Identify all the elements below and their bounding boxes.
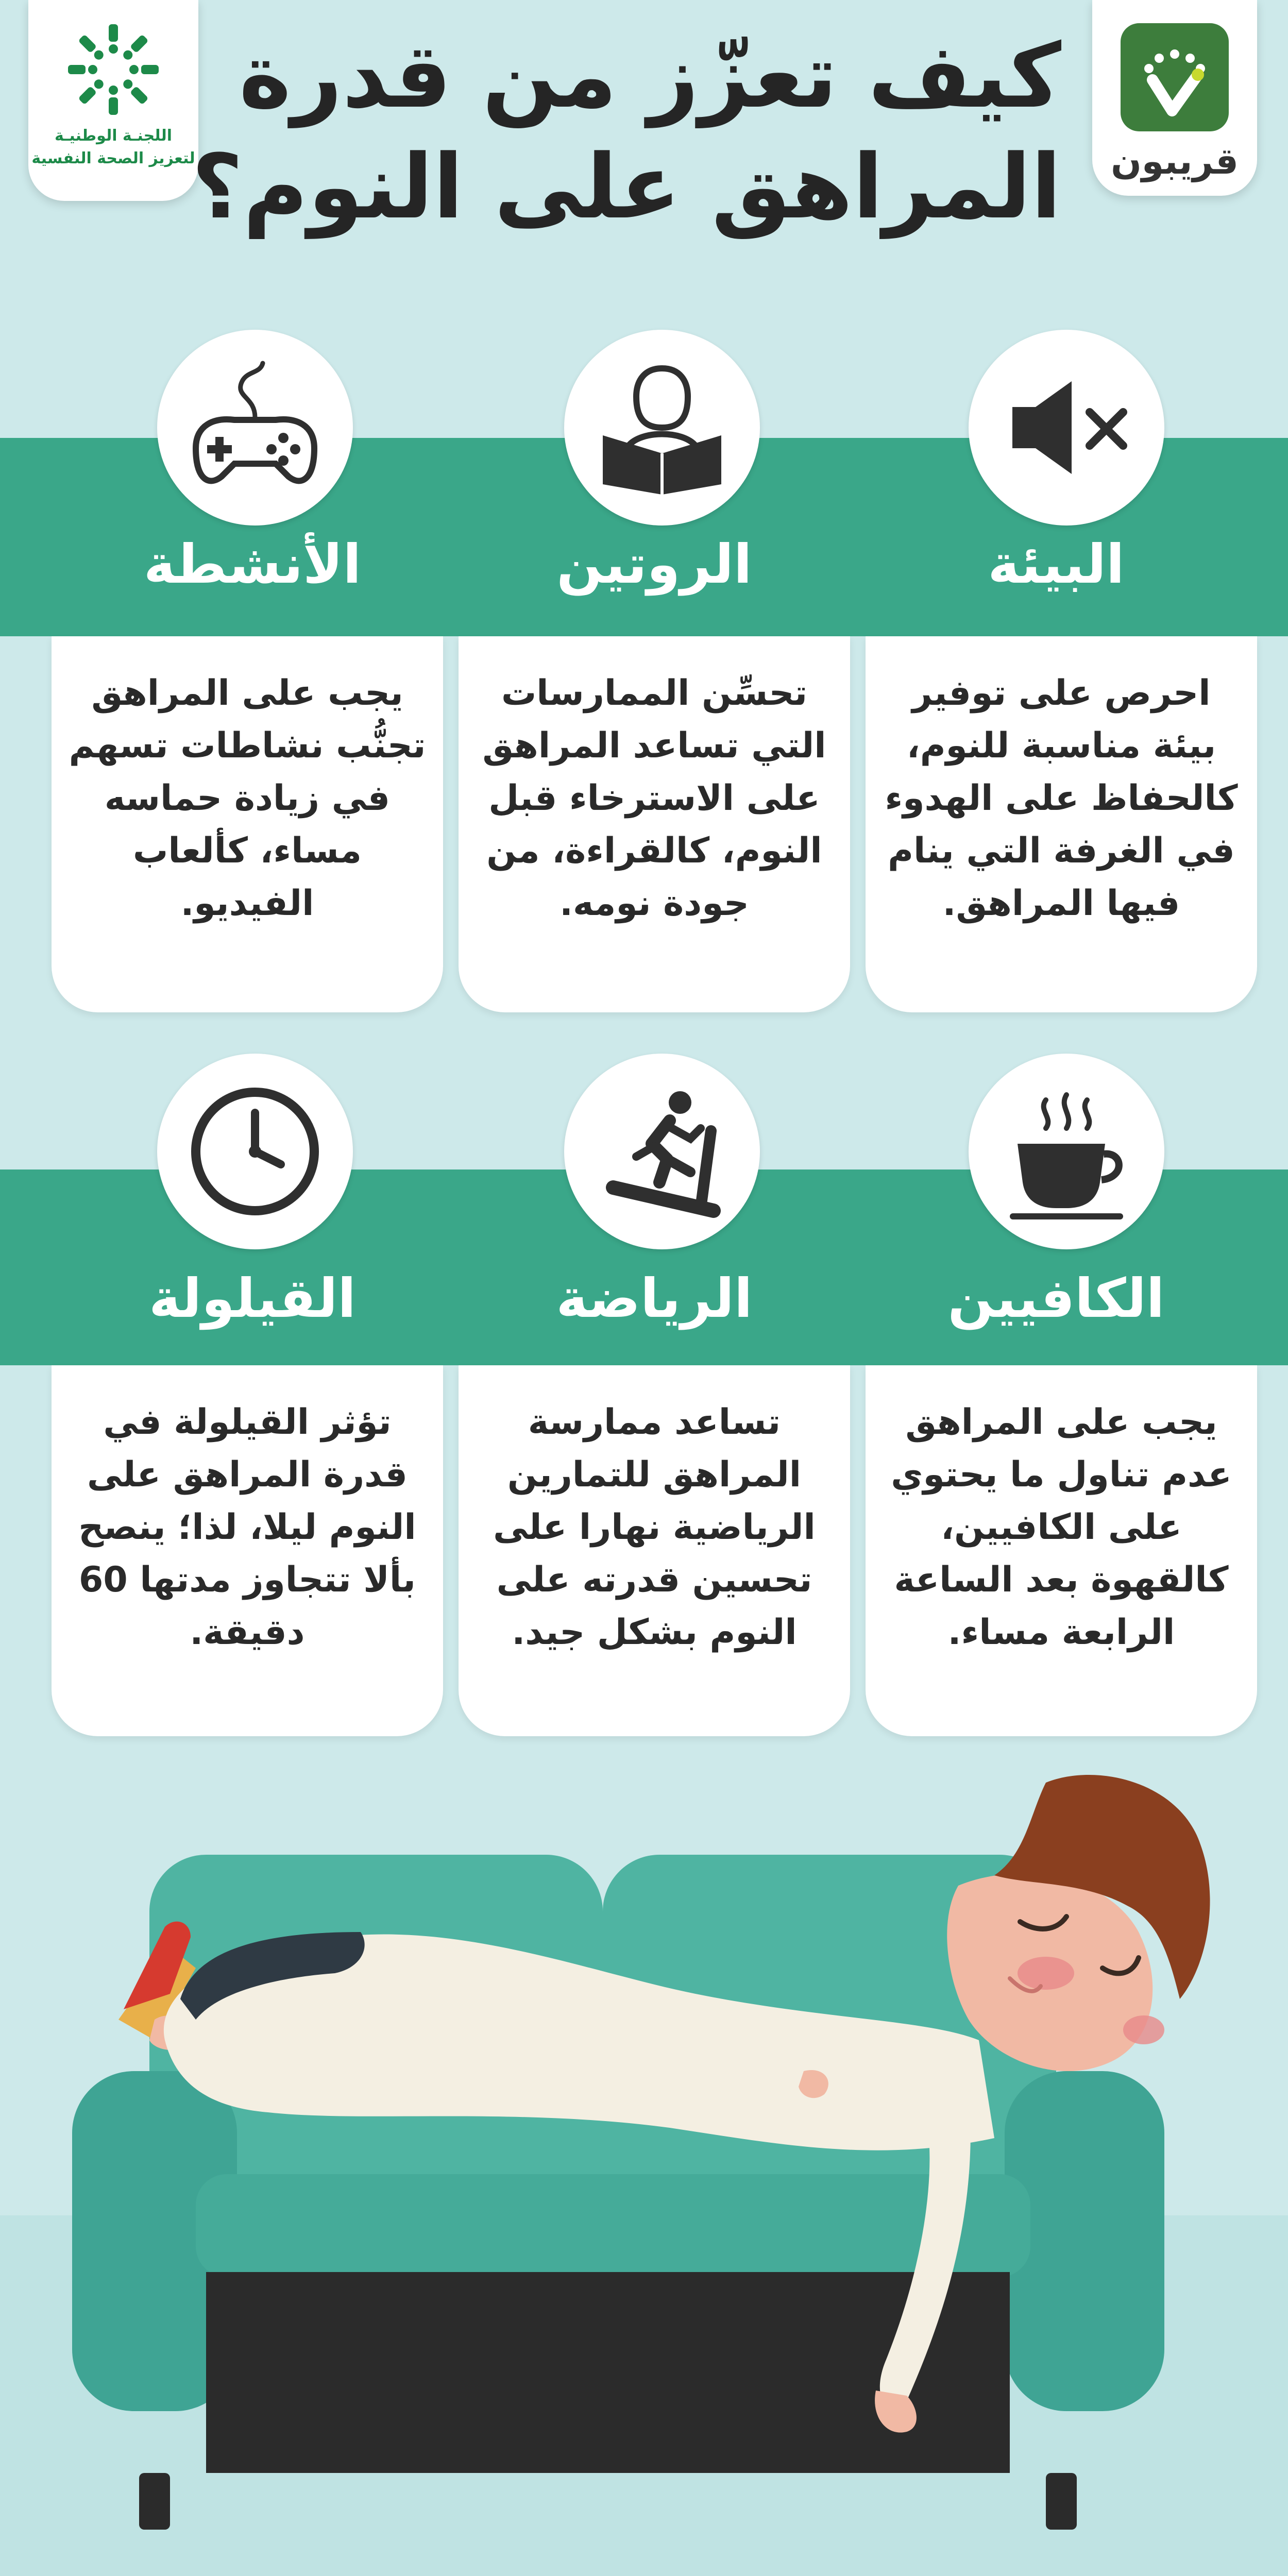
committee-name-line2: لتعزيز الصحة النفسية	[31, 149, 195, 167]
tip-card-activities	[52, 636, 443, 1012]
tip-text-environment: احرص على توفير بيئة مناسبة للنوم، كالحفاظ على الهدوء في الغرفة التي ينام فيها المراهق.	[885, 673, 1238, 924]
brand-name: قريبون	[1111, 140, 1239, 182]
committee-name-line1: اللجنـة الوطنيـة	[54, 127, 173, 145]
tip-text-nap: تؤثر القيلولة في قدرة المراهق على النوم ليلا، لذا؛ ينصح بألا تتجاوز مدتها 60 دقيقة.	[78, 1402, 416, 1653]
committee-emblem-icon	[62, 18, 165, 121]
tip-text-caffeine: يجب على المراهق عدم تناول ما يحتوي على الكافيين، كالقهوة بعد الساعة الرابعة مساء.	[891, 1402, 1232, 1653]
tip-title-environment: البيئة	[988, 533, 1125, 596]
tip-card-routine	[459, 636, 850, 1012]
treadmill-runner-icon	[564, 1054, 760, 1249]
tip-title-nap: القيلولة	[149, 1267, 356, 1330]
tip-card-nap	[52, 1365, 443, 1736]
sleeping-teen-illustration	[0, 1752, 1288, 2576]
tip-title-exercise: الرياضة	[556, 1267, 753, 1330]
sofa-seat	[196, 2174, 1030, 2277]
committee-logo	[28, 0, 198, 201]
tip-card-caffeine	[866, 1365, 1257, 1736]
sofa-leg-left	[139, 2473, 170, 2530]
game-controller-icon	[157, 330, 353, 526]
tip-text-exercise: تساعد ممارسة المراهق للتمارين الرياضية نهارا على تحسين قدرته على النوم بشكل جيد.	[493, 1402, 816, 1653]
page-title	[191, 21, 1061, 242]
sofa-leg-right	[1046, 2473, 1077, 2530]
tip-text-activities: يجب على المراهق تجنُّب نشاطات تسهم في زيادة حماسه مساء، كألعاب الفيديو.	[69, 673, 426, 924]
qaribon-logo-mark	[1121, 23, 1229, 131]
coffee-cup-icon	[969, 1054, 1164, 1249]
tip-title-activities: الأنشطة	[143, 533, 362, 596]
title-line-1: كيف تعزّز من قدرة	[239, 24, 1061, 128]
speaker-mute-icon	[969, 330, 1164, 526]
title-line-2: المراهق على النوم؟	[191, 135, 1061, 239]
tip-title-caffeine: الكافيين	[947, 1267, 1165, 1330]
tip-card-environment	[866, 636, 1257, 1012]
tip-card-exercise	[459, 1365, 850, 1736]
tip-title-routine: الروتين	[556, 533, 752, 596]
clock-icon	[157, 1054, 353, 1249]
tip-text-routine: تحسِّن الممارسات التي تساعد المراهق على الاسترخاء قبل النوم، كالقراءة، من جودة نومه.	[482, 673, 826, 924]
qaribon-logo	[1092, 0, 1257, 196]
person-reading-icon	[564, 330, 760, 526]
